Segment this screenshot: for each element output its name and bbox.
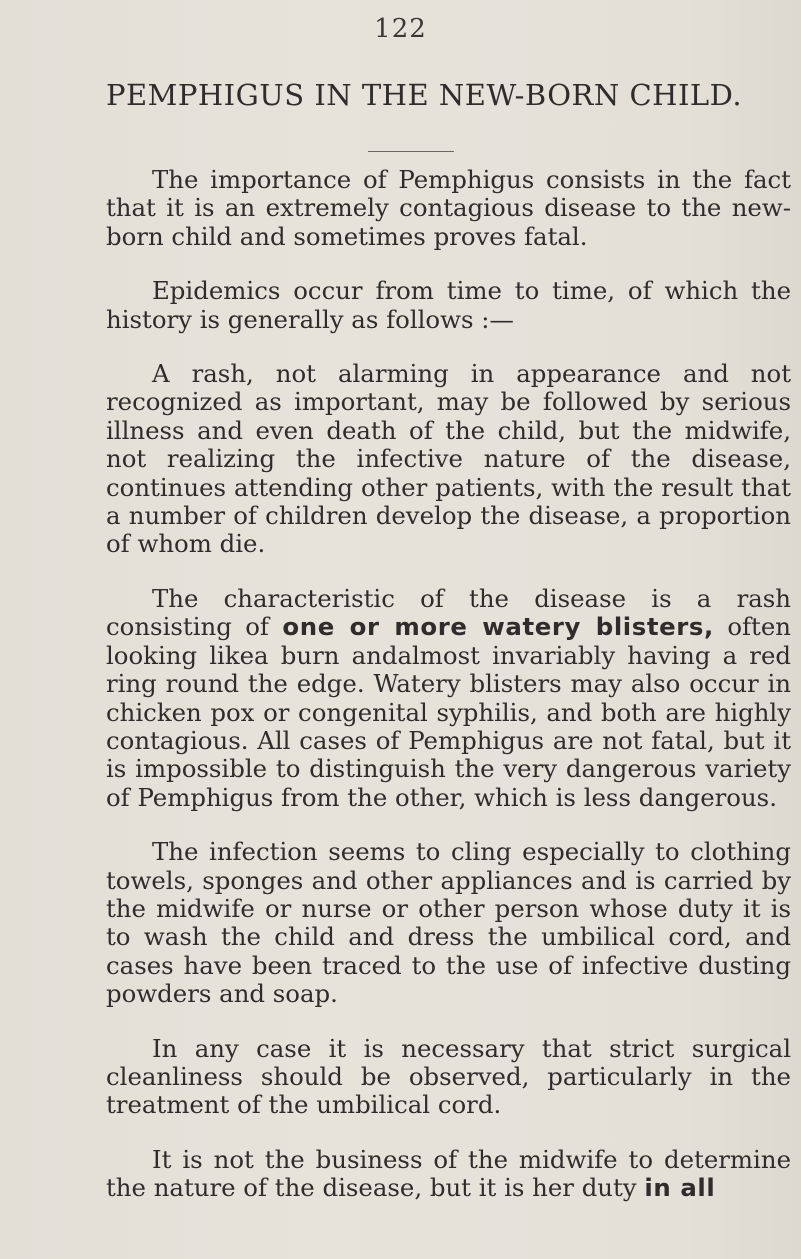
paragraph-3: A rash, not alarming in appearance and not recognized as important, may be followed by serious illness and even death of the child, but the midwife, not realizing the infective nature of the disease, continues attending other patients, with the result that a number of children develop the disease, a proportion of whom die.	[106, 359, 791, 559]
paragraph-4-text-start: The characteristic of the disease is a rash consisting of	[106, 583, 791, 642]
paragraph-7-bold-phrase: in all	[644, 1173, 716, 1203]
paragraph-7-text-start: It is not the business of the midwife to determine the nature of the disease, but it is her duty	[106, 1144, 791, 1203]
paragraph-5: The infection seems to cling especially to clothing towels, sponges and other appliances and is carried by the midwife or nurse or other person whose duty it is to wash the child and dress the umbilical cord, and cases have been traced to the use of infective dusting powders and soap.	[106, 837, 791, 1009]
paragraph-6: In any case it is necessary that strict surgical cleanliness should be observed, particularly in the treatment of the umbilical cord.	[106, 1033, 791, 1120]
paragraph-7	[106, 1146, 791, 1203]
paragraph-4-text-end: often looking likea burn andalmost invariably having a red ring round the edge. Watery blisters may also occur in chicken pox or congenital syphilis, and both are highly contagious. All cases of Pemphigus are not fatal, but it is impossible to distinguish the very dangerous variety of Pemphigus from the other, which is less dangerous.	[106, 612, 791, 812]
paragraph-4	[106, 585, 791, 812]
paragraph-1: The importance of Pemphigus consists in the fact that it is an extremely contagious disease to the new-born child and sometimes proves fatal.	[106, 165, 791, 251]
chapter-title: PEMPHIGUS IN THE NEW-BORN CHILD.	[106, 78, 743, 112]
body-text	[106, 166, 791, 1229]
page-number: 122	[374, 14, 427, 44]
title-divider	[368, 151, 454, 152]
paragraph-2: Epidemics occur from time to time, of which the history is generally as follows :—	[106, 276, 791, 334]
paragraph-4-bold-phrase: one or more watery blisters,	[282, 612, 714, 642]
